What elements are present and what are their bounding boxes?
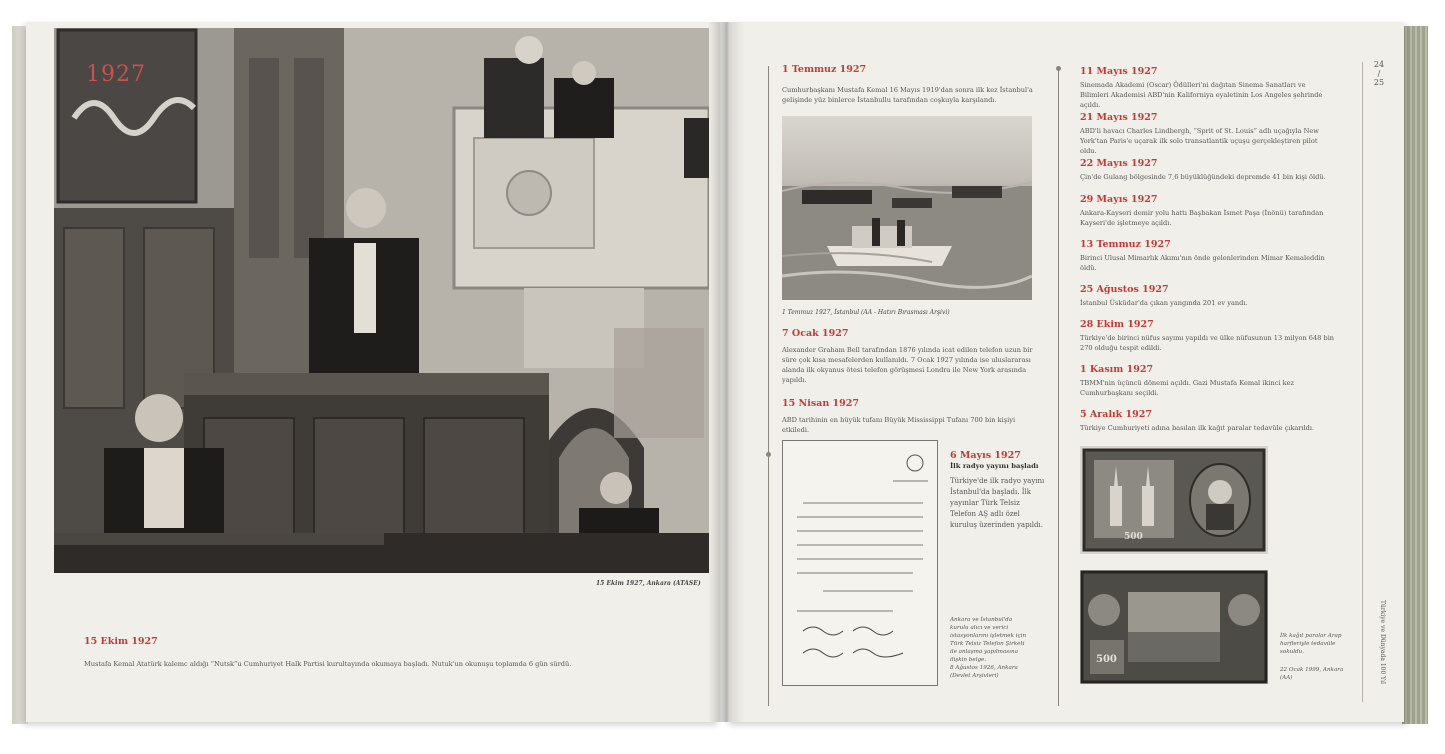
assembly-photo-illustration bbox=[54, 28, 709, 573]
event-title: 7 Ocak 1927 bbox=[782, 328, 849, 339]
event-13-temmuz bbox=[1080, 239, 1336, 284]
year-badge: 1927 bbox=[86, 62, 146, 87]
event-29-mayis bbox=[1080, 194, 1336, 239]
open-book bbox=[12, 18, 1434, 730]
event-6-mayis bbox=[950, 450, 1048, 531]
event-text: Türkiye'de birinci nüfus sayımı yapıldı ve ülke nüfusunun 13 milyon 648 bin 270 olduğu tespit edildi. bbox=[1080, 334, 1335, 352]
event-text: Alexander Graham Bell tarafından 1876 yılında icat edilen telefon uzun bir süre çok kısa mesafelerden kullanıldı. 7 Ocak 1927 yılında ise uluslararası alanda ilk okyanus ötesi telefon görüşmesi Londra ile New York arasında yapıldı. bbox=[782, 346, 1033, 384]
running-title: Türkiye ve Dünyada 100 Yıl bbox=[1379, 600, 1386, 684]
event-28-ekim bbox=[1080, 319, 1336, 364]
event-title: 11 Mayıs 1927 bbox=[1080, 66, 1158, 77]
event-title: 28 Ekim 1927 bbox=[1080, 319, 1154, 330]
event-7-ocak bbox=[782, 328, 1038, 385]
event-text: ABD'li havacı Charles Lindbergh, “Sprit of St. Louis” adlı uçağıyla New York'tan Paris'e uçarak ilk solo transatlantik uçuşu gerçekleştiren pilot oldu. bbox=[1080, 127, 1319, 155]
event-title: 29 Mayıs 1927 bbox=[1080, 194, 1158, 205]
page-number-right: 25 bbox=[1373, 78, 1385, 87]
event-text: ABD tarihinin en büyük tufanı Büyük Mississippi Tufanı 700 bin kişiyi etkiledi. bbox=[782, 416, 1016, 434]
page-number-block bbox=[1366, 60, 1392, 87]
photo-caption: 15 Ekim 1927, Ankara (ATASE) bbox=[596, 580, 701, 587]
event-title: 25 Ağustos 1927 bbox=[1080, 284, 1169, 295]
event-text: Ankara-Kayseri demir yolu hattı Başbakan İsmet Paşa (İnönü) tarafından Kayseri'de işletmeye açıldı. bbox=[1080, 209, 1324, 227]
event-11-mayis bbox=[1080, 66, 1336, 112]
event-subtitle: İlk radyo yayını başladı bbox=[950, 462, 1039, 470]
event-text: Cumhurbaşkanı Mustafa Kemal 16 Mayıs 1919'dan sonra ilk kez İstanbul'a gelişinde yüz binlerce İstanbullu tarafından coşkuyla karşılandı. bbox=[782, 86, 1033, 104]
assembly-photo bbox=[54, 28, 709, 573]
event-title: 21 Mayıs 1927 bbox=[1080, 112, 1158, 123]
left-event bbox=[84, 636, 604, 669]
boat-photo-illustration bbox=[782, 116, 1032, 300]
event-title: 1 Kasım 1927 bbox=[1080, 364, 1154, 375]
event-21-mayis bbox=[1080, 112, 1336, 158]
timeline-line-right bbox=[1058, 66, 1059, 706]
event-1-temmuz bbox=[782, 64, 1038, 105]
event-text: Sinemada Akademi (Oscar) Ödülleri'ni dağıtan Sinema Sanatları ve Bilimleri Akademisi ABD'nin Kaliforniya eyaletinin Los Angeles şehrinde açıldı. bbox=[1080, 81, 1323, 109]
event-text: Türkiye'de ilk radyo yayını İstanbul'da başladı. İlk yayınlar Türk Telsiz Telefon AŞ adlı özel kuruluş üzerinden yapıldı. bbox=[950, 477, 1045, 529]
banknote-front-image bbox=[1080, 446, 1268, 554]
banknote-caption: İlk kağıt paralar Arap harfleriyle tedavüle sokuldu. bbox=[1280, 633, 1342, 655]
event-title: 5 Aralık 1927 bbox=[1080, 409, 1152, 420]
boat-photo bbox=[782, 116, 1032, 300]
event-text: Çin'de Gulang bölgesinde 7,6 büyüklüğündeki depremde 41 bin kişi öldü. bbox=[1080, 173, 1326, 181]
margin-rule bbox=[1362, 62, 1363, 702]
right-page bbox=[726, 22, 1404, 722]
event-title: 6 Mayıs 1927 bbox=[950, 450, 1021, 461]
banknote-source: 22 Ocak 1999, Ankara (AA) bbox=[1280, 667, 1344, 681]
event-1-kasim bbox=[1080, 364, 1336, 409]
radio-doc-caption: Ankara ve İstanbul'da kurulu alıcı ve verici istasyonlarını işletmek için Türk Telsiz Telefon Şirketi ile anlaşma yapılmasına ilişkin belge. bbox=[950, 617, 1027, 663]
timeline-dot bbox=[1056, 66, 1061, 71]
boat-caption: 1 Temmuz 1927, İstanbul (AA - Hatırı Bırasması Arşivi) bbox=[782, 309, 950, 316]
event-text: Türkiye Cumhuriyeti adına basılan ilk kağıt paralar tedavüle çıkarıldı. bbox=[1080, 424, 1315, 432]
event-22-mayis bbox=[1080, 158, 1336, 194]
event-text: Mustafa Kemal Atatürk kalemc aldığı “Nutsk”u Cumhuriyet Halk Partisi kurultayında okumaya başladı. Nutuk'un okunuşu toplamda 6 gün sürdü. bbox=[84, 660, 572, 668]
book-gutter bbox=[708, 22, 744, 722]
event-text: İstanbul Üsküdar'da çıkan yangında 201 ev yandı. bbox=[1080, 299, 1248, 307]
radio-doc-source: 8 Ağustos 1926, Ankara (Devlet Arşivleri) bbox=[950, 665, 1018, 679]
timeline-dot bbox=[766, 452, 771, 457]
page-number-separator: / bbox=[1377, 69, 1381, 78]
column2-events bbox=[1080, 66, 1336, 443]
event-title: 15 Nisan 1927 bbox=[782, 398, 859, 409]
event-title: 1 Temmuz 1927 bbox=[782, 64, 867, 75]
banknote-back-image bbox=[1080, 570, 1268, 684]
radio-document-illustration bbox=[783, 441, 937, 685]
right-page-edges bbox=[1402, 26, 1428, 724]
page-number-left: 24 bbox=[1373, 60, 1385, 69]
radio-document-image bbox=[782, 440, 938, 686]
banknote-denomination: 500 bbox=[1124, 532, 1143, 542]
banknote-front-illustration bbox=[1080, 446, 1268, 554]
event-25-agustos bbox=[1080, 284, 1336, 319]
left-page bbox=[26, 22, 720, 722]
event-title: 22 Mayıs 1927 bbox=[1080, 158, 1158, 169]
timeline-line-left bbox=[768, 66, 769, 706]
event-text: Birinci Ulusal Mimarlık Akımı'nın önde gelenlerinden Mimar Kemaleddin öldü. bbox=[1080, 254, 1325, 272]
banknote-back-illustration bbox=[1080, 570, 1268, 684]
banknote-back-denomination: 500 bbox=[1096, 654, 1117, 665]
event-title: 15 Ekim 1927 bbox=[84, 636, 158, 647]
event-15-nisan bbox=[782, 398, 1038, 435]
event-title: 13 Temmuz 1927 bbox=[1080, 239, 1171, 250]
event-text: TBMM'nin üçüncü dönemi açıldı. Gazi Mustafa Kemal ikinci kez Cumhurbaşkanı seçildi. bbox=[1080, 379, 1294, 397]
event-5-aralik bbox=[1080, 409, 1336, 443]
